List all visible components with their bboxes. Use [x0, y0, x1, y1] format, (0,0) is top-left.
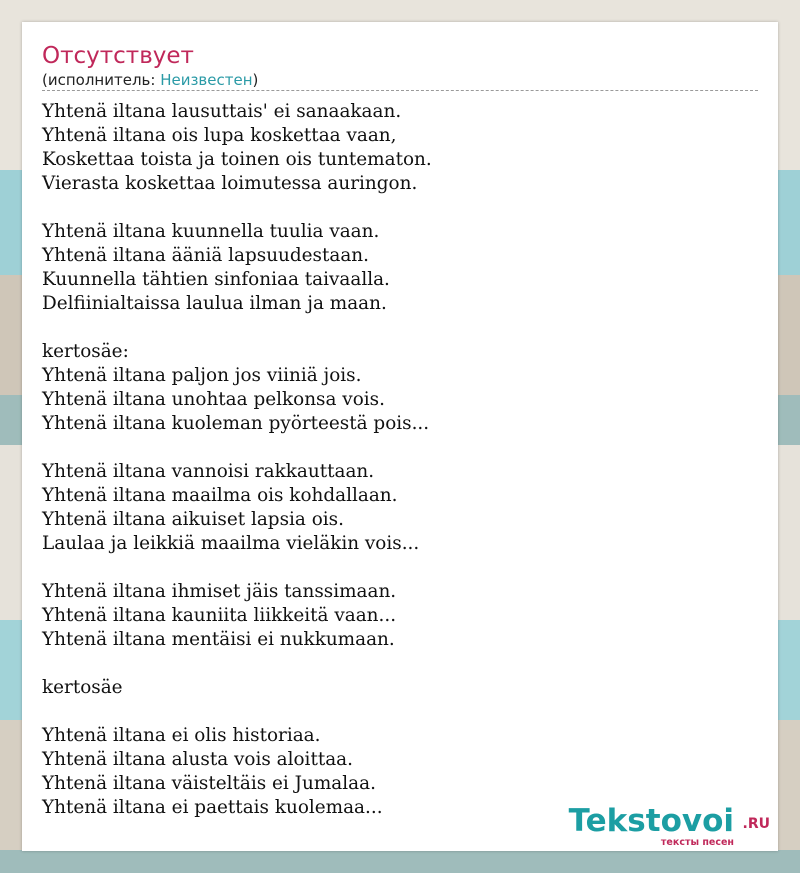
lyric-line	[42, 556, 432, 580]
logo-wordmark: Tekstovoi	[568, 803, 734, 839]
lyric-line: Yhtenä iltana ääniä lapsuudestaan.	[42, 245, 369, 266]
lyric-line: Yhtenä iltana kuoleman pyörteestä pois...	[42, 413, 430, 434]
lyric-line	[42, 196, 432, 220]
lyric-line: Yhtenä iltana kuunnella tuulia vaan.	[42, 221, 380, 242]
lyric-line: kertosäe	[42, 677, 123, 698]
artist-line	[42, 70, 258, 90]
lyric-line: Yhtenä iltana ois lupa koskettaa vaan,	[42, 125, 397, 146]
title-divider	[42, 90, 758, 91]
lyric-line	[42, 316, 432, 340]
logo-domain: .RU	[742, 816, 770, 832]
lyric-line: Yhtenä iltana mentäisi ei nukkumaan.	[42, 629, 395, 650]
lyric-line: Kuunnella tähtien sinfoniaa taivaalla.	[42, 269, 390, 290]
lyric-line: Yhtenä iltana unohtaa pelkonsa vois.	[42, 389, 385, 410]
logo-tagline: тексты песен	[660, 837, 734, 848]
lyric-line: Yhtenä iltana lausuttais' ei sanaakaan.	[42, 101, 402, 122]
lyric-line: Yhtenä iltana paljon jos viiniä jois.	[42, 365, 362, 386]
song-title: Отсутствует	[42, 43, 194, 69]
lyric-line: Yhtenä iltana aikuiset lapsia ois.	[42, 509, 344, 530]
lyric-line: kertosäe:	[42, 341, 129, 362]
lyric-line: Yhtenä iltana ihmiset jäis tanssimaan.	[42, 581, 397, 602]
lyric-line	[42, 700, 432, 724]
lyrics-card	[22, 22, 778, 851]
lyric-line	[42, 652, 432, 676]
lyric-line: Yhtenä iltana ei paettais kuolemaa...	[42, 797, 383, 818]
lyric-line: Yhtenä iltana väisteltäis ei Jumalaa.	[42, 773, 376, 794]
site-logo[interactable]	[560, 803, 770, 851]
lyric-line: Yhtenä iltana ei olis historiaa.	[42, 725, 321, 746]
lyric-line: Koskettaa toista ja toinen ois tuntematon.	[42, 149, 432, 170]
lyric-line: Yhtenä iltana alusta vois aloittaa.	[42, 749, 353, 770]
lyric-line: Vierasta koskettaa loimutessa auringon.	[42, 173, 418, 194]
lyric-line: Yhtenä iltana vannoisi rakkauttaan.	[42, 461, 375, 482]
artist-link[interactable]: Неизвестен	[160, 71, 253, 89]
lyric-line: Yhtenä iltana kauniita liikkeitä vaan...	[42, 605, 397, 626]
artist-suffix: )	[252, 71, 259, 89]
lyric-line: Delfiinialtaissa laulua ilman ja maan.	[42, 293, 387, 314]
lyric-line: Laulaa ja leikkiä maailma vieläkin vois...	[42, 533, 420, 554]
lyrics-text	[42, 100, 432, 820]
artist-prefix: (исполнитель:	[42, 71, 161, 89]
lyric-line: Yhtenä iltana maailma ois kohdallaan.	[42, 485, 398, 506]
lyric-line	[42, 436, 432, 460]
